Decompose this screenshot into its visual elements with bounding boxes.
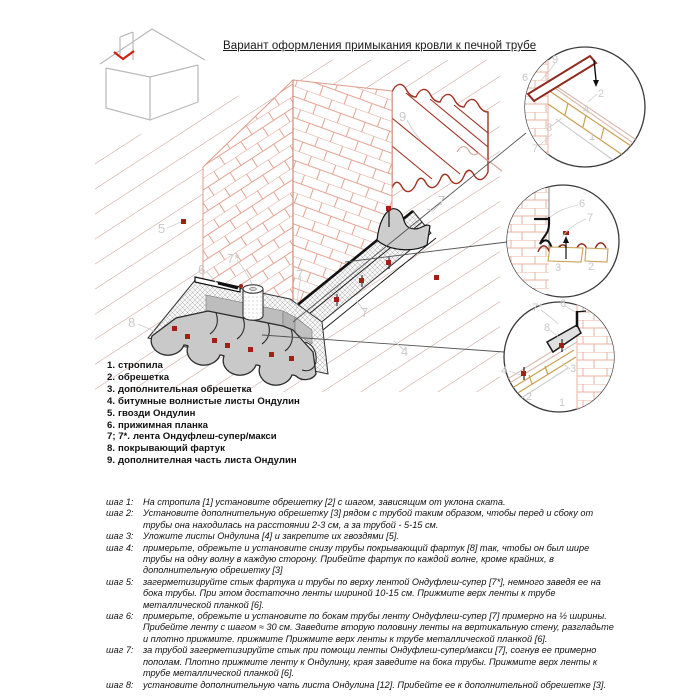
step-row	[106, 543, 618, 577]
legend-item	[107, 431, 300, 443]
c3-label-2: 2	[526, 391, 533, 403]
step-text: установите дополнительную чать листа Ондулина [12]. Прибейте ее к дополнительной обрешетке [3].	[143, 679, 607, 690]
step-label: шаг 8:	[106, 679, 134, 690]
c1-label-3: 3	[546, 122, 553, 134]
step-label: шаг 6:	[106, 611, 134, 622]
c3-label-4: 4	[501, 365, 508, 377]
step-row	[106, 497, 618, 508]
step-text: загерметизируйте стык фартука и трубы по верху лентой Ондуфлеш-супер [7*], немного заведя ее на бока трубы. При этом достаточно ленты шириной 10-15 см. Прижмите верх ленты к трубе металлической планкой [6].	[143, 576, 601, 610]
step-label: шаг 5:	[106, 576, 134, 587]
legend-item	[107, 455, 300, 467]
legend-label: обрешетка	[118, 371, 170, 383]
legend-num: 8.	[107, 443, 116, 455]
callout-circle-1	[508, 45, 645, 170]
legend-item	[107, 396, 300, 408]
label-7b: 7	[438, 193, 446, 208]
legend-item	[107, 360, 300, 372]
legend-item	[107, 384, 300, 396]
label-9: 9	[399, 109, 407, 124]
step-text: На стропила [1] установите обрешетку [2] с шагом, зависящим от уклона ската.	[143, 497, 506, 507]
step-text: примерьте, обрежьте и установите снизу трубы покрывающий фартук [8] так, чтобы он был шире трубы на одну волну в каждую сторону. Прибейте фартук по каждой волне, кроме крайних, в дополнительную обрешетку [3]	[143, 542, 590, 576]
legend-label: дополнителная часть листа Ондулин	[118, 455, 297, 467]
legend-num: 5.	[107, 407, 116, 419]
c1-label-2: 2	[598, 88, 605, 100]
c1-label-6: 6	[522, 72, 529, 84]
step-label: шаг 2:	[106, 508, 134, 519]
legend-label: дополнительная обрешетка	[118, 383, 252, 395]
legend-label: прижимная планка	[118, 419, 208, 431]
callout-circle-3	[501, 298, 614, 413]
tape-roll	[243, 285, 263, 320]
step-text: примерьте, обрежьте и установите по бокам трубы ленту Ондуфлеш-супер [7] примерно на ½ ширины. Прибейте ленту с шагом ≈ 30 см. Заведите вторую половину ленты на вертикальную стену, разгладьте и плотно прижмите. прижмите Прижмите верх ленты к трубе металлической планкой [6].	[143, 611, 614, 644]
step-row	[106, 577, 618, 611]
label-4: 4	[401, 344, 409, 359]
legend-num: 9.	[107, 455, 116, 467]
legend-label: гвозди Ондулин	[118, 407, 196, 419]
step-text: Уложите листы Ондулина [4] и закрепите их гвоздями [5].	[143, 531, 399, 542]
step-label: шаг 7:	[106, 645, 134, 656]
legend-num: 2.	[107, 371, 116, 383]
c1-label-9: 9	[552, 54, 559, 66]
step-row	[106, 645, 618, 679]
c1-label-1: 1	[589, 131, 596, 143]
c2-label-3: 3	[555, 262, 562, 274]
callout-circle-2	[506, 185, 619, 297]
legend-label: стропила	[118, 360, 163, 371]
step-row	[106, 680, 618, 691]
c3-label-7star: 7*	[532, 302, 543, 314]
c2-label-7: 7	[587, 212, 594, 224]
legend-item	[107, 420, 300, 432]
page-title: Вариант оформления примыкания кровли к печной трубе	[223, 40, 537, 52]
c2-label-6: 6	[579, 198, 586, 210]
legend-label: лента Ондуфлеш-супер/макси	[132, 431, 277, 443]
legend-label: битумные волнистые листы Ондулин	[118, 395, 300, 407]
label-7star: 7*	[227, 251, 240, 266]
legend-num: 4.	[107, 395, 116, 407]
c1-label-7: 7	[532, 143, 539, 155]
legend-num: 7; 7*.	[107, 431, 130, 443]
label-6: 6	[198, 262, 206, 277]
step-label: шаг 1:	[106, 497, 134, 507]
step-label: шаг 4:	[106, 542, 134, 553]
label-5: 5	[158, 221, 166, 236]
legend-item	[107, 372, 300, 384]
c3-label-1: 1	[559, 397, 566, 409]
legend-num: 1.	[107, 360, 116, 371]
legend-item	[107, 443, 300, 455]
label-7c: 7	[361, 305, 369, 320]
c1-label-4: 4	[583, 104, 590, 116]
c3-label-3: 3	[570, 363, 577, 375]
instruction-steps	[106, 497, 618, 691]
legend-label: покрывающий фартук	[118, 443, 225, 455]
c3-label-6: 6	[560, 298, 567, 310]
legend-num: 3.	[107, 383, 116, 395]
wall-bricks-3	[577, 303, 614, 413]
legend	[107, 360, 300, 467]
battens-section-2	[548, 247, 608, 262]
legend-num: 6.	[107, 419, 116, 431]
step-row	[106, 611, 618, 645]
step-label: шаг 3:	[106, 531, 134, 542]
legend-item	[107, 408, 300, 420]
c3-label-8: 8	[544, 322, 551, 334]
clamp-bracket-1	[508, 107, 525, 133]
label-7a: 7	[296, 267, 304, 282]
step-row	[106, 531, 618, 542]
c2-label-2: 2	[588, 261, 595, 273]
label-8: 8	[128, 315, 136, 330]
step-text: Установите дополнительную обрешетку [3] рядом с трубой таким образом, чтобы перед и сбоку от трубы она находилась на расстоянии 2-3 см, а за трубой - 5-15 см.	[143, 508, 594, 530]
house-icon	[90, 20, 215, 125]
step-text: за трубой загерметизируйте стык при помощи ленты Ондуфлеш-супер/макси [7], согнув ее примерно пополам. Плотно прижмите ленту к Ондулину, края заведите на бока трубы. Прижмите верх ленты к трубе металлической планкой [6].	[143, 645, 598, 679]
step-row	[106, 508, 618, 531]
